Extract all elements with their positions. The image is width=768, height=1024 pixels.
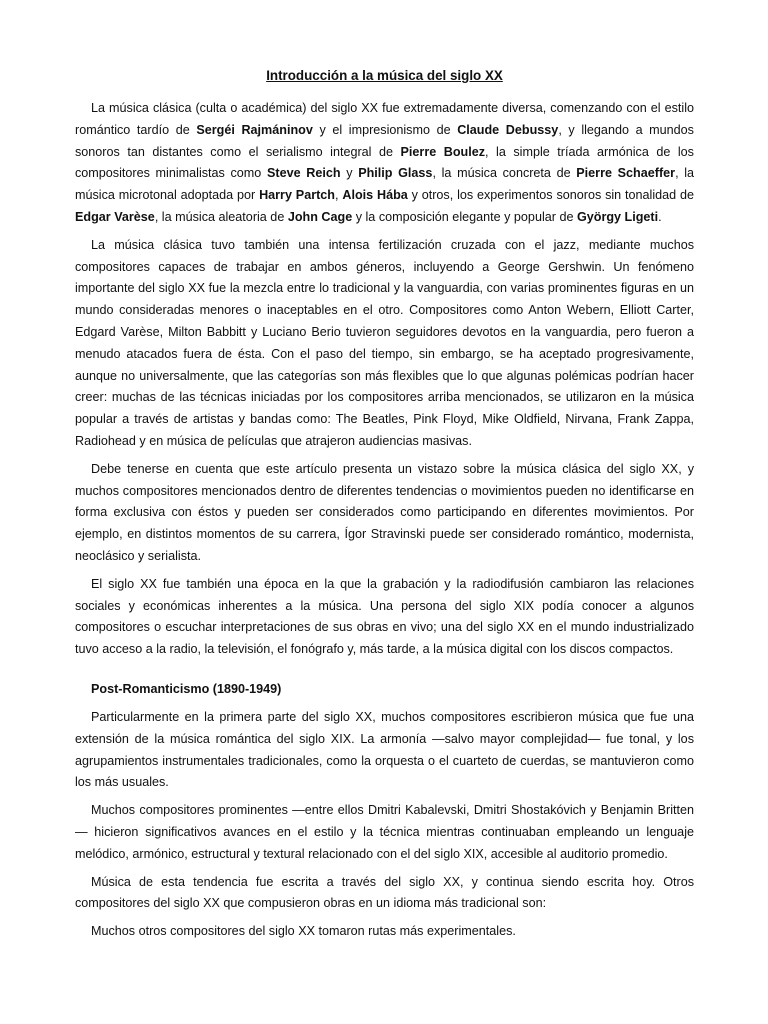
text-run: , y llegando a mundos sonoros tan distantes como el serialismo integral de	[75, 122, 694, 159]
text-run: Muchos otros compositores del siglo XX tomaron rutas más experimentales.	[91, 924, 516, 939]
bold-name: Philip Glass	[358, 166, 433, 181]
intro-paragraph-3	[75, 459, 694, 568]
text-run: y el impresionismo de	[312, 122, 458, 137]
text-run: , la música concreta de	[432, 166, 577, 181]
text-run: y la composición elegante y popular de	[352, 209, 577, 224]
text-run: .	[658, 209, 662, 224]
bold-name: John Cage	[287, 209, 353, 224]
document-title: Introducción a la música del siglo XX	[266, 68, 503, 83]
text-run: La música clásica (culta o académica) del siglo XX fue extremadamente diversa, comenzando con el estilo romántico tardío de	[75, 101, 694, 137]
text-run: Música de esta tendencia fue escrita a través del siglo XX, y continua siendo escrita hoy. Otros compositores del siglo XX que compusieron obras en un idioma más tradicional son:	[75, 874, 694, 911]
text-run: y	[340, 166, 359, 181]
section-paragraph-4	[75, 921, 694, 943]
bold-name: Alois Hába	[342, 188, 408, 203]
text-run: ,	[335, 188, 343, 203]
bold-name: Pierre Schaeffer	[576, 166, 676, 181]
section-paragraph-2	[75, 800, 694, 865]
text-run: , la música microtonal adoptada por	[75, 166, 695, 203]
intro-paragraph-1	[75, 98, 694, 229]
intro-paragraph-4	[75, 574, 694, 661]
post-romanticism-section	[75, 678, 694, 943]
bold-name: Edgar Varèse	[75, 209, 155, 224]
text-run: , la simple tríada armónica de los compositores minimalistas como	[75, 144, 694, 181]
text-run: y otros, los experimentos sonoros sin tonalidad de	[407, 188, 694, 203]
text-run: Debe tenerse en cuenta que este artículo presenta un vistazo sobre la música clásica del siglo XX, y muchos compositores mencionados dentro de diferentes tendencias o movimientos pueden no identificarse en forma exclusiva con éstos y pueden ser considerados como participando en diferentes movimientos. Por ejemplo, en distintos momentos de su carrera, Ígor Stravinski puede ser considerado romántico, modernista, neoclásico y serialista.	[75, 461, 694, 563]
intro-section	[75, 98, 694, 661]
text-run: El siglo XX fue también una época en la que la grabación y la radiodifusión cambiaron las relaciones sociales y económicas inherentes a la música. Una persona del siglo XIX podía conocer a algunos compositores o escuchar interpretaciones de sus obras en vivo; una del siglo XX en el mundo industrializado tuvo acceso a la radio, la televisión, el fonógrafo y, más tarde, a la música digital con los discos compactos.	[75, 576, 694, 657]
text-run: , la música aleatoria de	[154, 209, 288, 224]
intro-paragraph-2	[75, 235, 694, 453]
bold-name: Claude Debussy	[457, 122, 559, 137]
bold-name: György Ligeti	[576, 209, 659, 224]
bold-name: Pierre Boulez	[400, 144, 486, 159]
text-run: La música clásica tuvo también una intensa fertilización cruzada con el jazz, mediante muchos compositores capaces de trabajar en ambos géneros, incluyendo a George Gershwin. Un fenómeno importante del siglo XX fue la mezcla entre lo tradicional y la vanguardia, con varias prominentes figuras en un mundo consideradas menores o inaceptables en el otro. Compositores como Anton Webern, Elliott Carter, Edgard Varèse, Milton Babbitt y Luciano Berio tuvieron seguidores devotos en la vanguardia, pero fueron a menudo atacados fuera de ésta. Con el paso del tiempo, sin embargo, se ha aceptado progresivamente, aunque no universalmente, que las categorías son más flexibles que lo que algunas polémicas podrían hacer creer: muchas de las técnicas iniciadas por los compositores arriba mencionados, se utilizaron en la música popular a través de artistas y bandas como: The Beatles, Pink Floyd, Mike Oldfield, Nirvana, Frank Zappa, Radiohead y en música de películas que atrajeron audiencias masivas.	[75, 237, 694, 448]
bold-name: Sergéi Rajmáninov	[196, 122, 313, 137]
document-page	[75, 66, 694, 949]
section-paragraph-1	[75, 707, 694, 794]
section-paragraph-3	[75, 872, 694, 916]
bold-name: Harry Partch	[259, 188, 335, 203]
bold-name: Steve Reich	[266, 166, 341, 181]
text-run: Muchos compositores prominentes —entre ellos Dmitri Kabalevski, Dmitri Shostakóvich y Benjamin Britten— hicieron significativos avances en el estilo y la técnica mientras continuaban empleando un lenguaje melódico, armónico, estructural y textural relacionado con el del siglo XIX, accesible al auditorio promedio.	[75, 803, 694, 861]
text-run: Particularmente en la primera parte del siglo XX, muchos compositores escribieron música que fue una extensión de la música romántica del siglo XIX. La armonía —salvo mayor complejidad— fue tonal, y los agrupamientos instrumentales tradicionales, como la orquesta o el cuarteto de cuerdas, se mantuvieron como los más usuales.	[75, 709, 694, 790]
section-heading: Post-Romanticismo (1890-1949)	[91, 681, 282, 696]
